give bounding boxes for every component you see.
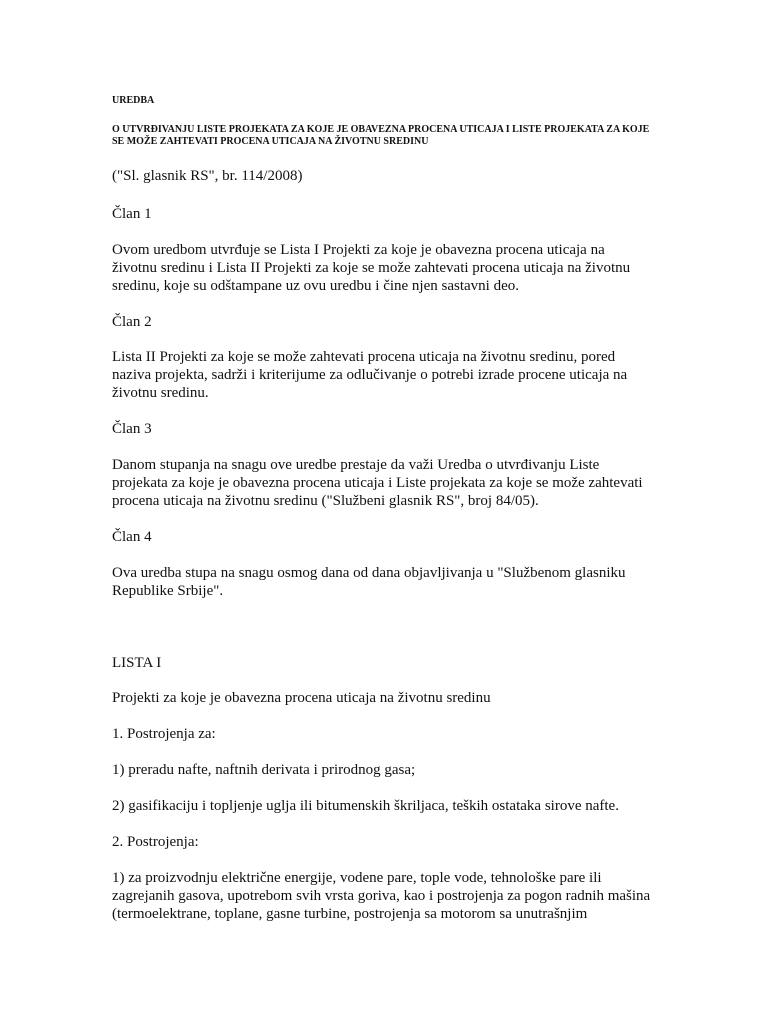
- article-4-heading: Član 4: [112, 529, 152, 545]
- article-4-text: Ova uredba stupa na snagu osmog dana od dana objavljivanja u "Službenom glasniku Republike Srbije".: [112, 565, 626, 599]
- article-1-text: Ovom uredbom utvrđuje se Lista I Projekti za koje je obavezna procena uticaja na životnu sredinu i Lista II Projekti za koje se može zahtevati procena uticaja na životnu sredinu, koje su odštampane uz ovu uredbu i čine njen sastavni deo.: [112, 242, 631, 294]
- list-item-1-1: 1) preradu nafte, naftnih derivata i prirodnog gasa;: [112, 762, 416, 778]
- article-1-heading: Član 1: [112, 206, 152, 222]
- article-3-text: Danom stupanja na snagu ove uredbe prestaje da važi Uredba o utvrđivanju Liste projekata za koje je obavezna procena uticaja i Liste projekata za koje se može zahtevati procena uticaja na životnu sredinu ("Službeni glasnik RS", broj 84/05).: [112, 457, 643, 509]
- list-1-heading: LISTA I: [112, 655, 162, 671]
- list-item-1-2: 2) gasifikaciju i topljenje uglja ili bitumenskih škriljaca, teških ostataka sirove nafte.: [112, 798, 619, 814]
- list-item-1: 1. Postrojenja za:: [112, 726, 216, 742]
- list-1-subtitle: Projekti za koje je obavezna procena uticaja na životnu sredinu: [112, 690, 491, 706]
- article-2-text: Lista II Projekti za koje se može zahtevati procena uticaja na životnu sredinu, pored naziva projekta, sadrži i kriterijume za odlučivanje o potrebi izrade procene uticaja na životnu sredinu.: [112, 349, 628, 401]
- gazette-reference: ("Sl. glasnik RS", br. 114/2008): [112, 168, 303, 184]
- list-item-2-1: 1) za proizvodnju električne energije, vodene pare, tople vode, tehnološke pare ili zagrejanih gasova, upotrebom svih vrsta goriva, kao i postrojenja za pogon radnih mašina (termoelektrane, toplane, gasne turbine, postrojenja sa motorom sa unutrašnjim: [112, 870, 651, 922]
- article-2-heading: Član 2: [112, 314, 152, 330]
- document-title: UREDBA: [112, 95, 155, 106]
- document-subtitle: O UTVRĐIVANJU LISTE PROJEKATA ZA KOJE JE OBAVEZNA PROCENA UTICAJA I LISTE PROJEKATA ZA KOJE SE MOŽE ZAHTEVATI PROCENA UTICAJA NA ŽIVOTNU SREDINU: [112, 124, 650, 147]
- article-3-heading: Član 3: [112, 421, 152, 437]
- list-item-2: 2. Postrojenja:: [112, 834, 199, 850]
